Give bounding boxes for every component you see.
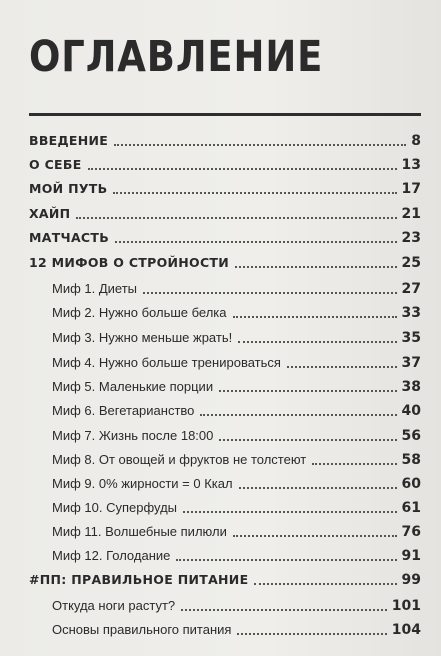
toc-entry-label: Основы правильного питания xyxy=(52,622,232,637)
dot-leader xyxy=(76,217,396,219)
toc-entry-label: ХАЙП xyxy=(29,206,71,221)
toc-entry-label: Откуда ноги растут? xyxy=(52,598,176,613)
dot-leader xyxy=(233,316,397,318)
dot-leader xyxy=(113,192,396,194)
toc-entry-page-number: 40 xyxy=(401,403,421,419)
toc-entry-section xyxy=(29,569,421,589)
toc-entry-page-number: 33 xyxy=(401,305,421,321)
dot-leader xyxy=(287,366,397,368)
dot-leader xyxy=(143,292,397,294)
toc-entry-label: Миф 12. Голодание xyxy=(52,548,171,563)
toc-entry-label: МАТЧАСТЬ xyxy=(29,230,110,245)
toc-entry-page-number: 76 xyxy=(401,524,421,540)
toc-entry-section xyxy=(29,227,421,247)
toc-entry-label: Миф 7. Жизнь после 18:00 xyxy=(52,428,214,443)
toc-entry-subsection xyxy=(52,473,421,493)
toc-entry-subsection xyxy=(52,497,421,517)
toc-entry-page-number: 101 xyxy=(391,598,421,614)
dot-leader xyxy=(233,535,397,537)
toc-entry-label: Миф 4. Нужно больше тренироваться xyxy=(52,355,281,370)
toc-entry-subsection xyxy=(52,327,421,347)
dot-leader xyxy=(239,487,397,489)
toc-entry-subsection xyxy=(52,449,421,469)
toc-entry-subsection xyxy=(52,376,421,396)
dot-leader xyxy=(237,633,386,635)
toc-entry-page-number: 58 xyxy=(401,452,421,468)
toc-entry-section xyxy=(29,252,421,272)
toc-entry-subsection xyxy=(52,400,421,420)
toc-entry-page-number: 91 xyxy=(401,548,421,564)
toc-entry-label: Миф 2. Нужно больше белка xyxy=(52,305,227,320)
toc-entry-label: МОЙ ПУТЬ xyxy=(29,181,108,196)
toc-entry-subsection xyxy=(52,619,421,639)
toc-entry-page-number: 25 xyxy=(401,255,421,271)
toc-entry-page-number: 8 xyxy=(411,133,421,149)
toc-entry-label: Миф 3. Нужно меньше жрать! xyxy=(52,330,233,345)
toc-entry-page-number: 17 xyxy=(401,181,421,197)
toc-entry-subsection xyxy=(52,595,421,615)
toc-entry-label: ВВЕДЕНИЕ xyxy=(29,133,109,148)
toc-entry-label: Миф 8. От овощей и фруктов не толстеют xyxy=(52,452,307,467)
dot-leader xyxy=(219,439,396,441)
toc-entry-section xyxy=(29,178,421,198)
toc-entry-page-number: 61 xyxy=(401,500,421,516)
toc-entry-page-number: 35 xyxy=(401,330,421,346)
toc-entry-subsection xyxy=(52,302,421,322)
dot-leader xyxy=(235,266,396,268)
dot-leader xyxy=(254,583,396,585)
dot-leader xyxy=(183,511,396,513)
toc-entry-subsection xyxy=(52,352,421,372)
dot-leader xyxy=(312,463,396,465)
toc-entry-subsection xyxy=(52,545,421,565)
toc-entry-page-number: 104 xyxy=(391,622,421,638)
toc-entry-label: Миф 9. 0% жирности = 0 Ккал xyxy=(52,476,233,491)
toc-entry-section xyxy=(29,130,421,150)
toc-entry-page-number: 38 xyxy=(401,379,421,395)
toc-entry-label: Миф 6. Вегетарианство xyxy=(52,403,195,418)
dot-leader xyxy=(219,390,396,392)
toc-entry-page-number: 21 xyxy=(401,206,421,222)
dot-leader xyxy=(176,559,396,561)
toc-entry-label: О СЕБЕ xyxy=(29,157,82,172)
dot-leader xyxy=(114,144,406,146)
toc-entry-page-number: 60 xyxy=(401,476,421,492)
dot-leader xyxy=(200,414,396,416)
toc-entry-section xyxy=(29,154,421,174)
toc-entry-page-number: 27 xyxy=(401,281,421,297)
toc-entry-page-number: 23 xyxy=(401,230,421,246)
dot-leader xyxy=(88,168,397,170)
toc-entry-page-number: 56 xyxy=(401,428,421,444)
toc-entry-label: Миф 10. Суперфуды xyxy=(52,500,178,515)
toc-entry-page-number: 37 xyxy=(401,355,421,371)
toc-entry-label: Миф 5. Маленькие порции xyxy=(52,379,214,394)
toc-entry-page-number: 99 xyxy=(401,572,421,588)
toc-entry-page-number: 13 xyxy=(401,157,421,173)
toc-entry-subsection xyxy=(52,521,421,541)
toc-entry-label: Миф 1. Диеты xyxy=(52,281,138,296)
dot-leader xyxy=(181,609,387,611)
toc-entry-subsection xyxy=(52,278,421,298)
toc-entry-section xyxy=(29,203,421,223)
toc-entry-label: Миф 11. Волшебные пилюли xyxy=(52,524,227,539)
title-divider xyxy=(29,113,421,116)
toc-entry-label: #ПП: ПРАВИЛЬНОЕ ПИТАНИЕ xyxy=(29,572,249,587)
toc-entry-subsection xyxy=(52,425,421,445)
toc-entry-label: 12 МИФОВ О СТРОЙНОСТИ xyxy=(29,255,230,270)
page-title: ОГЛАВЛЕНИЕ xyxy=(29,32,324,82)
dot-leader xyxy=(115,241,396,243)
dot-leader xyxy=(238,341,396,343)
